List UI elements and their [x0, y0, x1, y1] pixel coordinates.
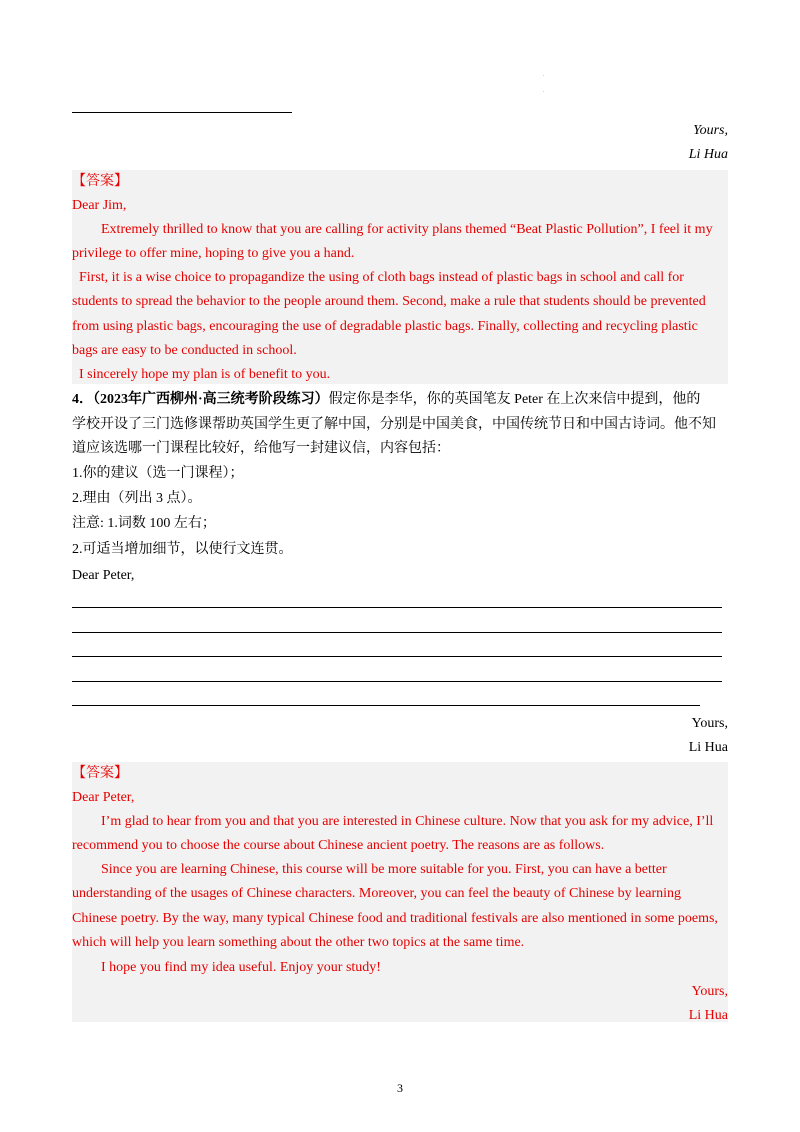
- question4-closing: Yours,: [691, 716, 728, 731]
- note-2: 2.可适当增加细节，以使行文连贯。: [72, 542, 293, 557]
- answer1-line: privilege to offer mine, hoping to give you a hand.: [72, 246, 355, 261]
- letter1-name: Li Hua: [688, 147, 728, 162]
- answer1-line: Extremely thrilled to know that you are calling for activity plans themed “Beat Plastic Pollution”, I feel it my: [101, 222, 713, 237]
- answer2-line: Chinese poetry. By the way, many typical Chinese food and traditional festivals are also mentioned in some poems,: [72, 911, 718, 926]
- writing-line: [72, 112, 292, 113]
- answer2-line: I hope you find my idea useful. Enjoy your study!: [101, 960, 381, 975]
- question4-line1: [72, 388, 700, 412]
- top-mark: .: [543, 88, 545, 94]
- top-mark: .: [543, 72, 545, 78]
- answer2-line: Since you are learning Chinese, this course will be more suitable for you. First, you can have a better: [101, 862, 667, 877]
- question-source: （2023年广西柳州·高三统考阶段练习）: [93, 392, 329, 407]
- question4-line2: 学校开设了三门选修课帮助英国学生更了解中国，分别是中国美食，中国传统节日和中国古诗词。他不知: [72, 417, 716, 432]
- question-number: 4．: [72, 392, 93, 407]
- answer1-line: from using plastic bags, encouraging the use of degradable plastic bags. Finally, collecting and recycling plastic: [72, 319, 698, 334]
- answer2-tag: 【答案】: [72, 766, 128, 781]
- question4-name: Li Hua: [688, 740, 728, 755]
- answer2-greeting: Dear Peter,: [72, 790, 135, 805]
- answer1-tag: 【答案】: [72, 174, 128, 189]
- answer2-name: Li Hua: [688, 1008, 728, 1023]
- answer2-line: understanding of the usages of Chinese characters. Moreover, you can feel the beauty of Chinese by learning: [72, 886, 682, 901]
- question4-greeting: Dear Peter,: [72, 568, 135, 583]
- answer2-line: which will help you learn something about the other two topics at the same time.: [72, 935, 525, 950]
- answer1-line: First, it is a wise choice to propagandize the using of cloth bags instead of plastic bags in school and call for: [79, 270, 684, 285]
- letter1-closing: Yours,: [693, 123, 728, 138]
- question4-line3: 道应该选哪一门课程比较好，给他写一封建议信，内容包括：: [72, 441, 450, 456]
- answer2-line: I’m glad to hear from you and that you are interested in Chinese culture. Now that you ask for my advice, I’ll: [101, 814, 714, 829]
- answer2-closing: Yours,: [691, 984, 728, 999]
- requirement-1: 1.你的建议（选一门课程）；: [72, 466, 244, 481]
- question-text: 假定你是李华，你的英国笔友 Peter 在上次来信中提到，他的: [328, 392, 701, 407]
- writing-line: [72, 681, 722, 682]
- requirement-2: 2.理由（列出 3 点）。: [72, 491, 202, 506]
- answer1-line: I sincerely hope my plan is of benefit to you.: [79, 367, 331, 382]
- writing-line: [72, 705, 700, 706]
- writing-line: [72, 656, 722, 657]
- page-number: 3: [397, 1081, 403, 1095]
- writing-line: [72, 632, 722, 633]
- answer1-greeting: Dear Jim,: [72, 198, 127, 213]
- writing-line: [72, 607, 722, 608]
- answer1-line: bags are easy to be conducted in school.: [72, 343, 297, 358]
- answer2-line: recommend you to choose the course about Chinese ancient poetry. The reasons are as follows.: [72, 838, 605, 853]
- answer1-line: students to spread the behavior to the people around them. Second, make a rule that students should be prevented: [72, 294, 706, 309]
- note-1: 注意: 1.词数 100 左右；: [72, 516, 216, 531]
